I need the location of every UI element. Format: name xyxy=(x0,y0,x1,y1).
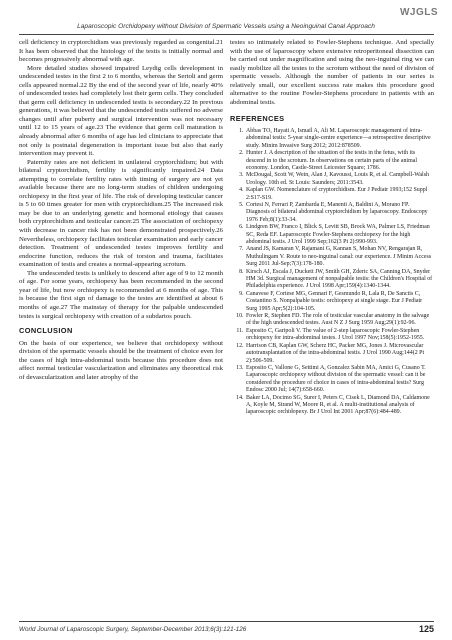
footer-journal-citation: World Journal of Laparoscopic Surgery, September-December 2013;6(3):121-126 xyxy=(19,626,247,633)
reference-item: 1. Abbas TO, Hayati A, Ismail A, Ali M. Laparoscopic management of intra-abdominal testis: 5-year single-centre experience—a retrospective descriptive study. Minim Invasive Surg 2012; 2012:878509. xyxy=(245,128,434,150)
reference-item: 2. Hunter J. A description of the situation of the testis in the fetus, with its descend in to the scrotum. In observations on certain parts of the animal economy. London, Castle-Street Leicester Square; 1786. xyxy=(245,150,434,172)
paragraph: The undescended testis is unlikely to descend after age of 9 to 12 month of age. For some years, orchiopexy has been recommended in the second year of life, but now orchiopexy is recommended at 6 months of age. This is because the first sign of damage to the testes are identified at about 6 months of age.27 The mainstay of therapy for the palpable undescended testes is surgical orchiopexy with creation of a subdartos pouch. xyxy=(19,269,223,320)
right-column xyxy=(230,39,434,417)
reference-item: 14. Baker LA, Docimo SG, Surer I, Peters C, Cisek L, Diamond DA, Caldamone A, Koyle M, Strand W, Moore R, et al. A multi-institutional analysis of laparoscopic orchidopexy. Br J Urol Int 2001 Apr;87(6):484-489. xyxy=(245,395,434,417)
footer-divider xyxy=(19,621,434,622)
reference-item: 8. Kirsch AJ, Escala J, Duckett JW, Smith GH, Zderic SA, Canning DA, Snyder HM 3d. Surgical management of nonpalpable testis: the Children's Hospital of Philadelphia experience. J Urol 1998 Apr;159(4):1340-1344. xyxy=(245,269,434,291)
reference-item: 11. Esposito C, Garipoli V. The value of 2-step laparoscopic Fowler-Stephen orchiopexy for intra-abdominal testes. J Urol 1997 Nov;158(5):1952-1955. xyxy=(245,328,434,343)
paragraph: More detailed studies showed impaired Leydig cells development in undescended testes in the first 2 to 6 months, whereas the Sertoli and germ cells appeared normal.22 By the end of the second year of life, nearly 40% of undescended testes had completely lost their germ cells. They concluded that germ cell deficiency in undescended testis is secondary.22 In previous generations, it was believed that the undescended testis suffered no adverse changes until after puberty and surgical intervention was not necessary until 12 to 15 years of age.23 The evidence that germ cell maturation is already abnormal after 6 months of age has led clinicians to appreciate that not only is postnatal degeneration is important issue but also that early intervention may prevent it. xyxy=(19,64,223,158)
paragraph: testes so intimately related to Fowler-Stephens technique. And specially with the use of laparoscopy where extensive retroperitoneal dissection can be carried out under magnification and using the neo-inguinal ring we can easily mobilize all the testes to the scrotum without the need of division of spermatic vessels. Although the number of patients in our series is relatively small, our excellent success rate makes this procedure good alternative to the routine Fowler-Stephens procedure in patients with an abdominal testis. xyxy=(230,39,434,106)
paragraph: cell deficiency in cryptorchidism was previously regarded as congenital.21 It has been observed that the histology of the testis is initially normal and becomes progressively abnormal with age. xyxy=(19,39,223,64)
left-column xyxy=(19,39,223,382)
reference-item: 12. Harrison CB, Kaplan GW, Scherz HC, Packer MG, Jones J. Microvascular autotransplantation of the intra-abdominal testis. J Urol 1990 Aug;144(2 Pt 2):506-509. xyxy=(245,343,434,365)
reference-item: 7. Anand JS, Kamaran V, Rajamani G, Kannan S, Mohan NV, Rengarajan R, Muthulingam V. Route to neo-inguinal canal: our experience. J Minim Access Surg 2011 Jul-Sep;7(3):178-180. xyxy=(245,246,434,268)
reference-list xyxy=(230,128,434,417)
reference-item: 9. Canavese F, Cortese MG, Gennari F, Gesmundo R, Lala R, De Sanctis C, Costantino S. Nonpalpable testis: orchiopexy at single stage. Eur J Pediatr Surg 1995 Apr;5(2):104-105. xyxy=(245,291,434,313)
reference-item: 4. Kaplan GW. Nomenclature of cryptorchidism. Eur J Pediatr 1993;152 Suppl 2:S17-S19. xyxy=(245,187,434,202)
paragraph: Paternity rates are not deficient in unilateral cryptorchidism; but with bilateral cryptorchidism, fertility is significantly impaired.24 Data attempting to correlate fertility rates with timing of surgery are not yet available because there are no long-term studies of children undergoing orchiopexy in the first year of life. The risk of developing testicular cancer is 5 to 60 times greater for men with cryptorchidism.25 The increased risk may be due to an underlying genetic and hormonal etiology that causes both cryptorchidism and testicular cancer.25 The association of orchiopexy with decrease in cancer risk has not been demonstrated prospectively.26 Nevertheless, orchiopexy facilitates testicular examination and early cancer detection. Treatment of undescended testes improves fertility and endocrine function, reduces the risk of torsion and trauma, facilitates examination of testis and creates a normal-appearing scrotum. xyxy=(19,158,223,269)
running-title: Laparoscopic Orchidopexy without Division of Spermatic Vessels using a Neoinguinal Canal Approach xyxy=(77,23,375,30)
reference-item: 3. McDougal, Scott W, Wein, Alan J, Kavoussi, Louis R, et al. Campbell-Walsh Urology. 10th ed. St Louis: Saunders; 2011:3543. xyxy=(245,172,434,187)
header-divider xyxy=(19,34,434,35)
journal-logo: WJGLS xyxy=(399,7,438,18)
page-number: 125 xyxy=(418,624,434,634)
section-heading-conclusion: CONCLUSION xyxy=(19,326,73,336)
section-heading-references: REFERENCES xyxy=(230,114,285,124)
conclusion-paragraph: On the basis of our experience, we believe that orchidopexy without division of the spermatic vessels should be the treatment of choice even for the cases of high intra-abdominal testis because this procedure does not affect normal testicular vascularization and eliminates any theoretical risk of devascularization and later atrophy of the xyxy=(19,339,223,381)
reference-item: 5. Cortesi N, Ferrari P, Zambarda E, Manenti A, Baldini A, Morano FP. Diagnosis of bilateral abdominal cryptorchidism by laparoscopy. Endoscopy 1976 Feb;8(1):33-34. xyxy=(245,202,434,224)
reference-item: 10. Fowler R, Stephen FD. The role of testicular vascular anatomy in the salvage of the high undescended testes. Aust N Z J Surg 1959 Aug;29(1):92-96. xyxy=(245,313,434,328)
reference-item: 13. Esposito C, Vallone G, Settimi A, Gonzalez Sabin MA, Amici G, Cusano T. Laparoscopic orchiopexy without division of the spermatic vessel: can it be considered the procedure of choice in cases of intra-abdominal testis? Surg Endosc 2000 Jul; 14(7):658-660. xyxy=(245,365,434,395)
reference-item: 6. Lindgren BW, Franco I, Blick S, Levitt SB, Brock WA, Palmer LS, Friedman SC, Reda EF. Laparoscopic Fowler-Stephens orchiopexy for the high abdominal testis. J Urol 1999 Sep;162(3 Pt 2):990-993. xyxy=(245,224,434,246)
